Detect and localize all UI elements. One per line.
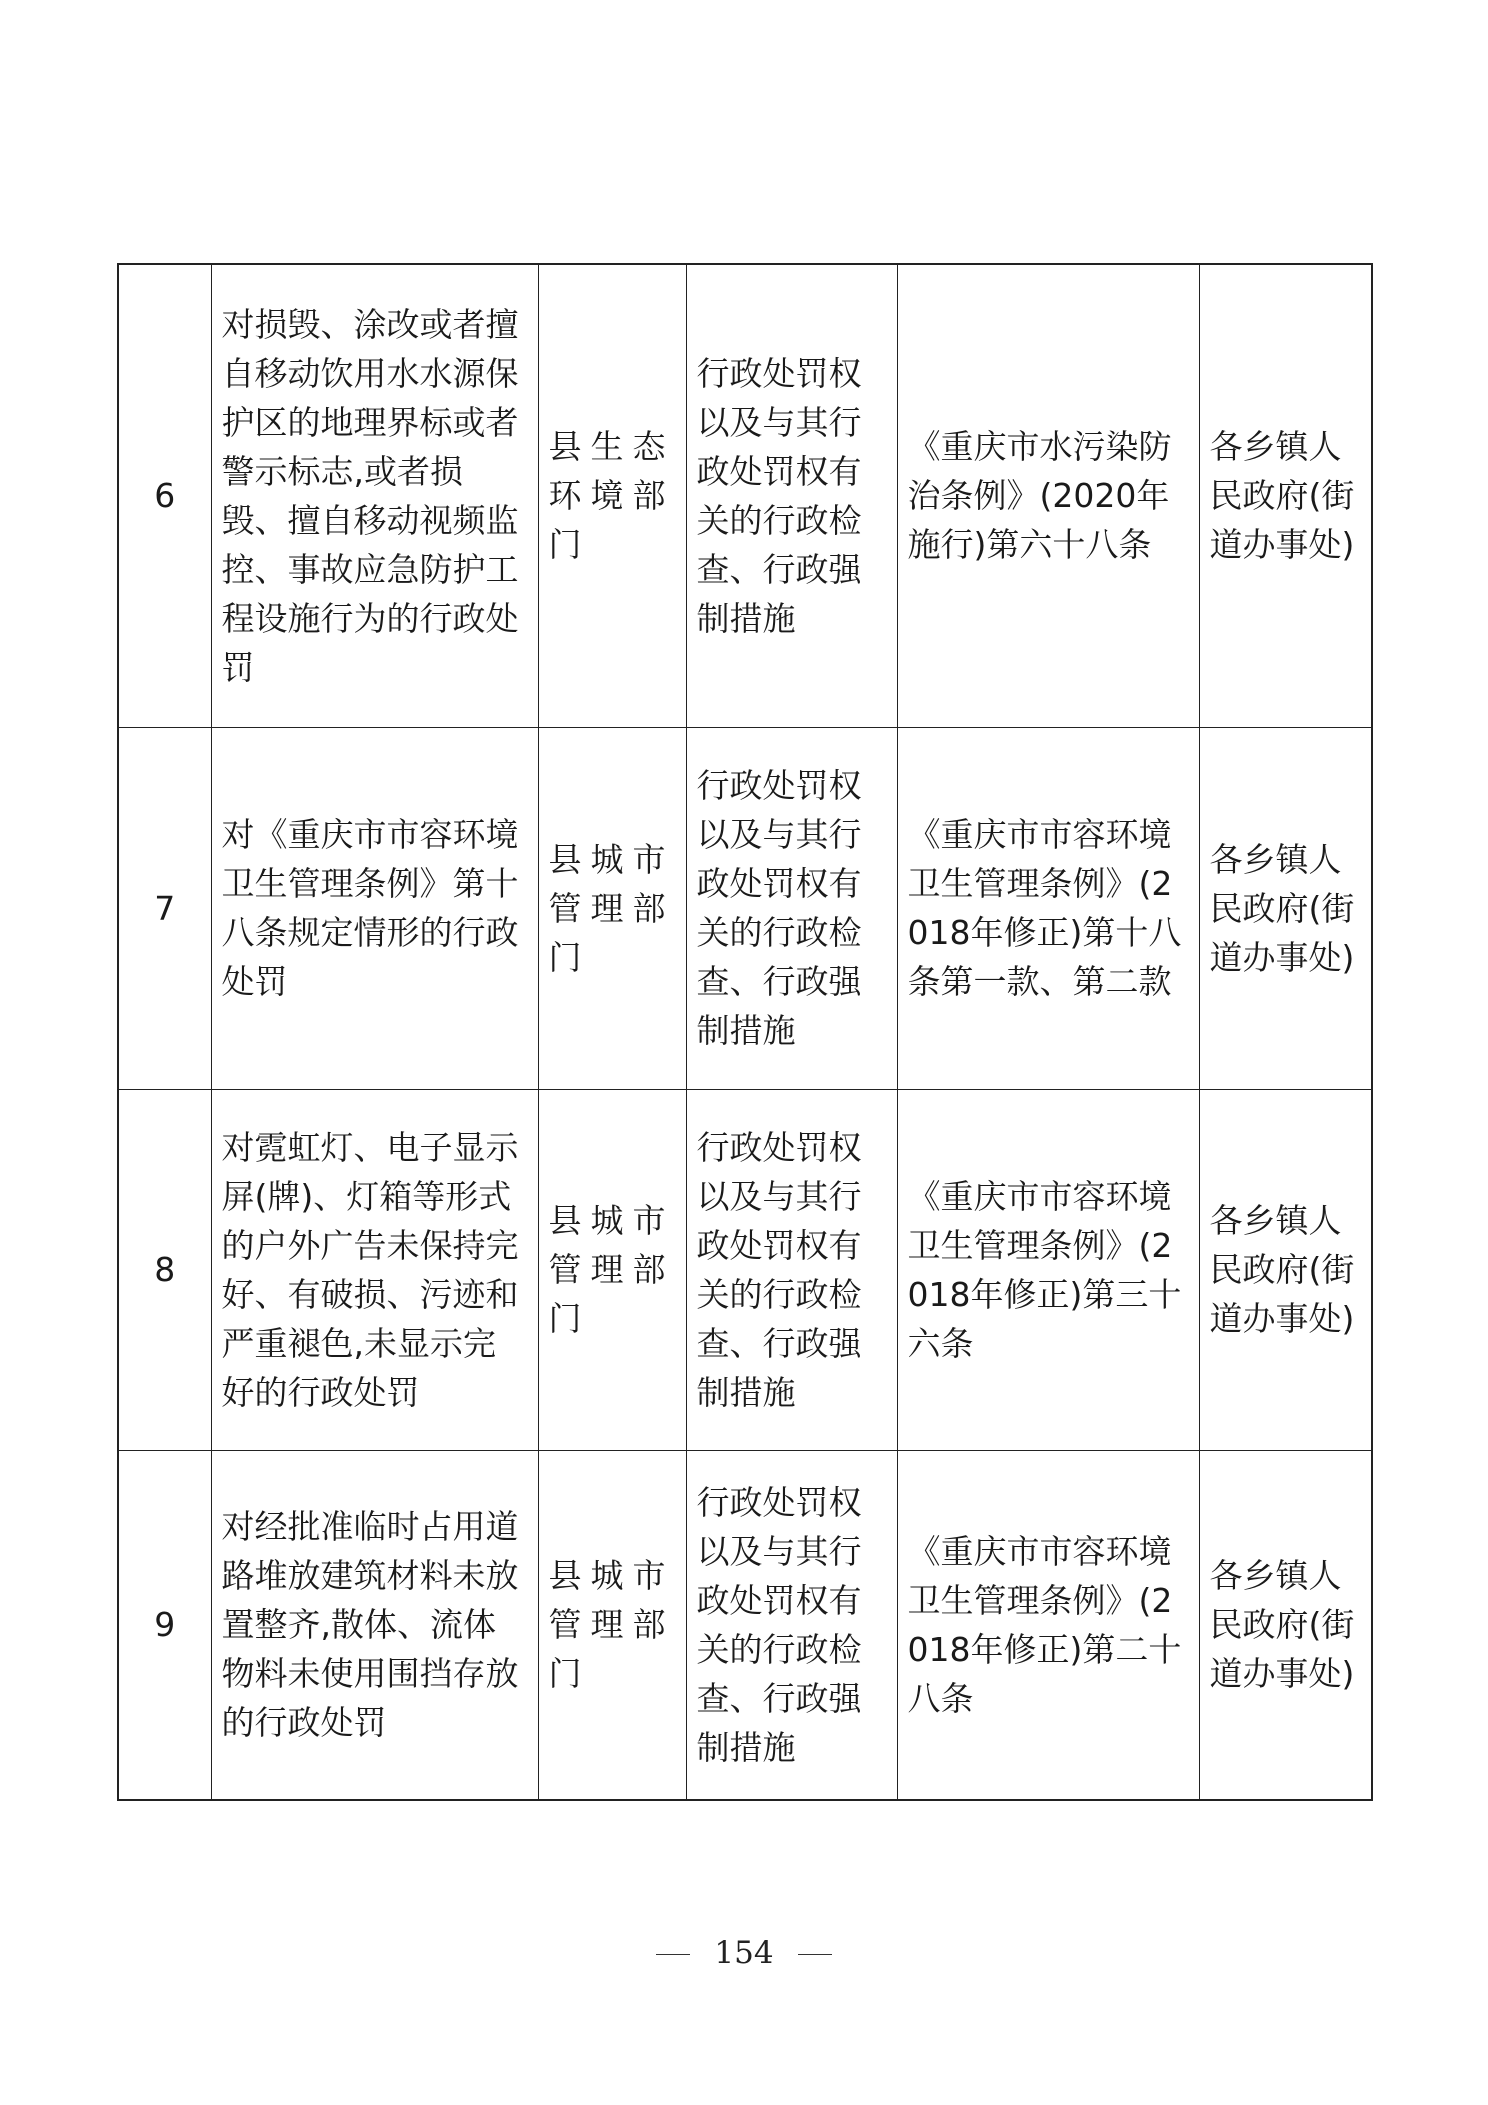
legal-basis <box>897 264 1199 727</box>
table-row <box>118 1089 1372 1450</box>
executing-org-text: 各乡镇人民政府(街道办事处) <box>1209 1556 1355 1694</box>
row-number: 9 <box>118 1450 211 1800</box>
row-number: 8 <box>118 1089 211 1450</box>
responsible-department-text: 县生态环境部门 <box>548 427 675 565</box>
legal-basis-text: 《重庆市市容环境卫生管理条例》(2018年修正)第十八条第一款、第二款 <box>907 815 1182 1001</box>
power-type-text: 行政处罚权以及与其行政处罚权有关的行政检查、行政强制措施 <box>696 1127 862 1412</box>
row-number: 6 <box>118 264 211 727</box>
penalty-description <box>211 1089 538 1450</box>
executing-org <box>1199 727 1372 1089</box>
penalty-description <box>211 727 538 1089</box>
penalty-description-text: 对《重庆市市容环境卫生管理条例》第十八条规定情形的行政处罚 <box>221 815 519 1001</box>
footer-dash-left <box>656 1954 690 1955</box>
legal-basis-text: 《重庆市水污染防治条例》(2020年施行)第六十八条 <box>907 427 1172 565</box>
penalty-description-text: 对经批准临时占用道路堆放建筑材料未放置整齐,散体、流体物料未使用围挡存放的行政处罚 <box>221 1507 519 1743</box>
executing-org-text: 各乡镇人民政府(街道办事处) <box>1209 427 1355 565</box>
table-row <box>118 727 1372 1089</box>
legal-basis <box>897 1089 1199 1450</box>
penalty-description <box>211 1450 538 1800</box>
responsible-department-text: 县城市管理部门 <box>548 1556 675 1694</box>
legal-basis-text: 《重庆市市容环境卫生管理条例》(2018年修正)第三十六条 <box>907 1176 1182 1363</box>
table-row <box>118 1450 1372 1800</box>
power-type <box>686 264 897 727</box>
power-type <box>686 1089 897 1450</box>
responsible-department-text: 县城市管理部门 <box>548 1201 675 1338</box>
executing-org <box>1199 1450 1372 1800</box>
legal-basis <box>897 1450 1199 1800</box>
responsible-department <box>538 1450 686 1800</box>
page-number: 154 <box>714 1935 774 1971</box>
legal-basis-text: 《重庆市市容环境卫生管理条例》(2018年修正)第二十八条 <box>907 1531 1182 1718</box>
page-footer <box>0 1935 1488 1971</box>
responsible-department-text: 县城市管理部门 <box>548 839 675 977</box>
penalty-description-text: 对霓虹灯、电子显示屏(牌)、灯箱等形式的户外广告未保持完好、有破损、污迹和严重褪色,未显示完好的行政处罚 <box>221 1127 519 1412</box>
responsible-department <box>538 264 686 727</box>
table-row <box>118 264 1372 727</box>
legal-basis <box>897 727 1199 1089</box>
power-type-text: 行政处罚权以及与其行政处罚权有关的行政检查、行政强制措施 <box>696 766 862 1050</box>
power-type-text: 行政处罚权以及与其行政处罚权有关的行政检查、行政强制措施 <box>696 1482 862 1767</box>
penalty-description-text: 对损毁、涂改或者擅自移动饮用水水源保护区的地理界标或者警示标志,或者损毁、擅自移动视频监控、事故应急防护工程设施行为的行政处罚 <box>221 304 519 687</box>
executing-org <box>1199 264 1372 727</box>
power-type <box>686 727 897 1089</box>
power-type-text: 行政处罚权以及与其行政处罚权有关的行政检查、行政强制措施 <box>696 353 862 638</box>
executing-org-text: 各乡镇人民政府(街道办事处) <box>1209 839 1355 977</box>
responsible-department <box>538 727 686 1089</box>
footer-dash-right <box>798 1954 832 1955</box>
power-type <box>686 1450 897 1800</box>
penalty-description <box>211 264 538 727</box>
row-number: 7 <box>118 727 211 1089</box>
responsible-department <box>538 1089 686 1450</box>
authority-table <box>117 263 1373 1801</box>
executing-org <box>1199 1089 1372 1450</box>
executing-org-text: 各乡镇人民政府(街道办事处) <box>1209 1201 1355 1338</box>
